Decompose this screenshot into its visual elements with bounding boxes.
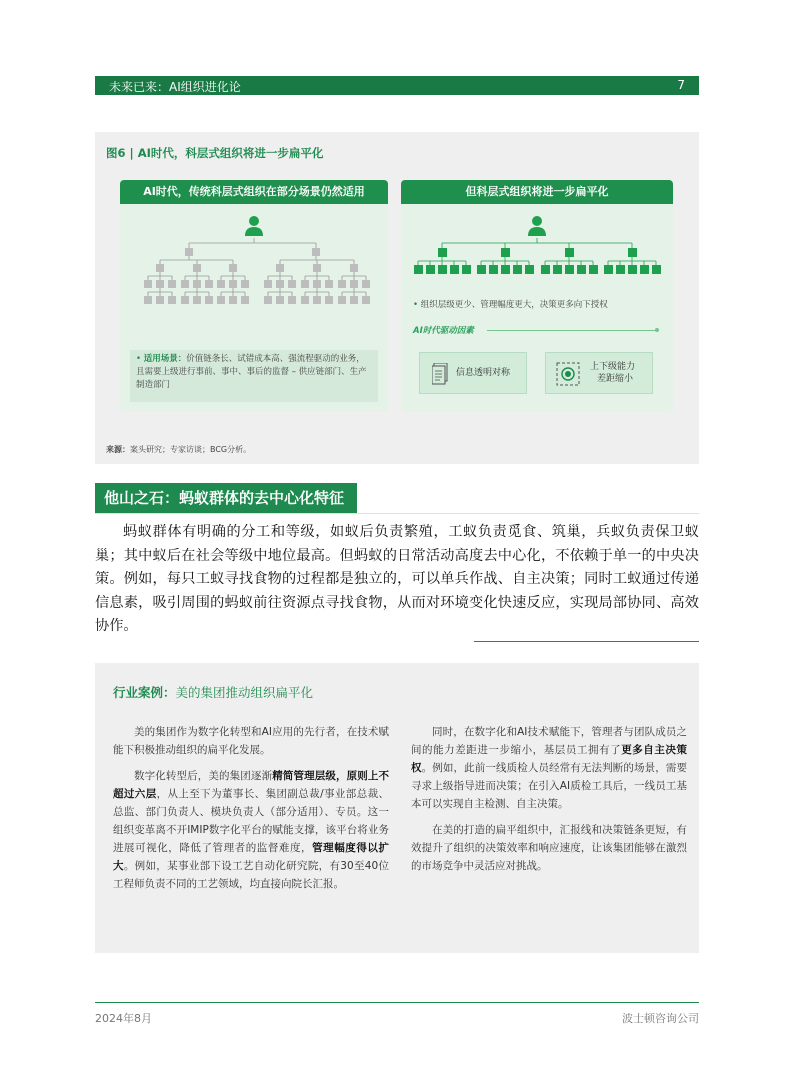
left-panel-heading: AI时代，传统科层式组织在部分场景仍然适用 <box>120 180 388 204</box>
flat-node-member <box>616 265 625 274</box>
driver-capability-gap <box>545 352 653 394</box>
driver-info-transparency <box>419 352 527 394</box>
org-node-level-3 <box>350 264 358 272</box>
flat-node-member <box>450 265 459 274</box>
org-node-level-4 <box>362 280 370 288</box>
driver-2-label-line2: 差距缩小 <box>597 374 634 384</box>
org-node-level-5 <box>217 296 225 304</box>
flat-node-member <box>438 265 447 274</box>
flat-node-manager <box>501 248 510 257</box>
page-number: 7 <box>677 78 685 92</box>
org-node-level-5 <box>168 296 176 304</box>
org-node-level-5 <box>181 296 189 304</box>
flat-bullet-text: 组织层级更少、管理幅度更大，决策更多向下授权 <box>420 300 608 310</box>
running-header <box>95 76 699 95</box>
header-title: 未来已来：AI组织进化论 <box>109 80 241 94</box>
org-node-level-4 <box>144 280 152 288</box>
flat-org-chart <box>401 208 673 298</box>
org-node-level-5 <box>229 296 237 304</box>
source-label: 来源： <box>106 445 130 454</box>
ant-colony-paragraph: 蚂蚁群体有明确的分工和等级，如蚁后负责繁殖，工蚁负责觅食、筑巢，兵蚁负责保卫蚁巢；其中蚁后在社会等级中地位最高。但蚂蚁的日常活动高度去中心化，不依赖于单一的中央决策。例如，每只工蚁寻找食物的过程都是独立的，可以单兵作战、自主决策；同时工蚁通过传递信息素，吸引周围的蚂蚁前往资源点寻找食物，从而对环境变化快速反应，实现局部协同、高效协作。 <box>95 524 699 635</box>
case-right-paragraph-2: 在美的打造的扁平组织中，汇报线和决策链条更短，有效提升了组织的决策效率和响应速度，让该集团能够在激烈的市场竞争中灵活应对挑战。 <box>411 824 687 872</box>
flat-node-manager <box>565 248 574 257</box>
section-divider <box>95 513 699 514</box>
org-node-level-4 <box>181 280 189 288</box>
chip-icon <box>556 362 580 386</box>
driver-1-label: 信息透明对称 <box>456 368 511 378</box>
flat-node-member <box>426 265 435 274</box>
org-node-level-4 <box>217 280 225 288</box>
org-node-level-4 <box>241 280 249 288</box>
case-title <box>113 683 313 701</box>
driver-divider-dot <box>655 328 659 332</box>
org-node-level-5 <box>276 296 284 304</box>
flat-node-member <box>604 265 613 274</box>
org-node-level-4 <box>264 280 272 288</box>
org-node-level-5 <box>362 296 370 304</box>
note-label: 适用场景： <box>143 354 187 364</box>
org-node-level-4 <box>350 280 358 288</box>
org-node-level-3 <box>156 264 164 272</box>
org-node-level-4 <box>325 280 333 288</box>
figure-box <box>95 132 699 464</box>
case-title-label: 行业案例： <box>113 685 176 700</box>
flat-node-member <box>462 265 471 274</box>
note-text: 价值链条长、试错成本高、强流程驱动的业务，且需要上级进行事前、事中、事后的监督 – 供应链部门、生产制造部门 <box>136 354 367 390</box>
flat-node-member <box>501 265 510 274</box>
flat-node-manager <box>628 248 637 257</box>
org-node-level-5 <box>350 296 358 304</box>
flat-node-member <box>414 265 423 274</box>
flat-node-member <box>565 265 574 274</box>
flat-node-member <box>553 265 562 274</box>
org-node-level-3 <box>313 264 321 272</box>
org-node-level-4 <box>205 280 213 288</box>
flat-node-member <box>541 265 550 274</box>
person-icon <box>528 216 546 236</box>
driver-2-label-line1: 上下级能力 <box>590 362 636 372</box>
org-node-level-4 <box>229 280 237 288</box>
section-title: 他山之石：蚂蚁群体的去中心化特征 <box>95 483 357 513</box>
org-node-level-5 <box>241 296 249 304</box>
flat-node-manager <box>438 248 447 257</box>
right-panel-heading: 但科层式组织将进一步扁平化 <box>401 180 673 204</box>
case-right-paragraph-1: 同时，在数字化和AI技术赋能下，管理者与团队成员之间的能力差距进一步缩小，基层员工拥有了更多自主决策权。例如，此前一线质检人员经常有无法判断的场景，需要寻求上级指导进而决策；在引入AI质检工具后，一线员工基本可以实现自主检测、自主决策。 <box>411 726 688 810</box>
org-node-level-3 <box>229 264 237 272</box>
org-node-level-5 <box>313 296 321 304</box>
flat-node-member <box>513 265 522 274</box>
traditional-hierarchy-panel <box>120 180 388 412</box>
flat-node-member <box>628 265 637 274</box>
flat-node-member <box>640 265 649 274</box>
flat-node-member <box>489 265 498 274</box>
org-node-level-5 <box>156 296 164 304</box>
driver-divider <box>487 330 657 331</box>
org-node-level-4 <box>301 280 309 288</box>
org-node-level-5 <box>264 296 272 304</box>
org-node-level-2 <box>185 248 193 256</box>
org-node-level-4 <box>338 280 346 288</box>
org-node-level-5 <box>193 296 201 304</box>
footer-date: 2024年8月 <box>95 1012 152 1025</box>
org-node-level-4 <box>156 280 164 288</box>
industry-case-box <box>95 663 699 953</box>
org-node-level-5 <box>301 296 309 304</box>
applicable-scenario-note: • 适用场景：价值链条长、试错成本高、强流程驱动的业务，且需要上级进行事前、事中、事后的监督 – 供应链部门、生产制造部门 <box>130 350 378 402</box>
org-node-level-4 <box>313 280 321 288</box>
case-left-paragraph-1: 美的集团作为数字化转型和AI应用的先行者，在技术赋能下积极推动组织的扁平化发展。 <box>113 726 389 756</box>
case-right-column <box>411 723 687 883</box>
footer-publisher: 波士顿咨询公司 <box>622 1012 699 1025</box>
flat-bullet: • 组织层级更少、管理幅度更大，决策更多向下授权 <box>413 300 608 310</box>
case-left-paragraph-2: 数字化转型后，美的集团逐渐精简管理层级，原则上不超过六层，从上至下为董事长、集团副总裁/事业部总裁、总监、部门负责人、模块负责人（部分适用）、专员。这一组织变革离不开IMIP数字化平台的赋能支撑，该平台将业务进展可视化，降低了管理者的监督难度，管理幅度得以扩大。例如，某事业部下设工艺自动化研究院，有30至40位工程师负责不同的工艺领域，均直接向院长汇报。 <box>113 770 390 890</box>
flat-node-member <box>577 265 586 274</box>
flat-node-member <box>477 265 486 274</box>
figure-source <box>106 444 251 455</box>
flat-node-member <box>589 265 598 274</box>
footer-divider <box>95 1002 699 1003</box>
driver-label: AI时代驱动因素 <box>413 326 474 336</box>
org-node-level-5 <box>338 296 346 304</box>
person-icon <box>245 216 263 236</box>
org-node-level-5 <box>144 296 152 304</box>
case-left-column <box>113 723 389 901</box>
org-node-level-3 <box>276 264 284 272</box>
flat-node-member <box>652 265 661 274</box>
flattened-org-panel <box>401 180 673 412</box>
org-node-level-4 <box>276 280 284 288</box>
org-node-level-4 <box>193 280 201 288</box>
case-title-text: 美的集团推动组织扁平化 <box>175 685 314 700</box>
document-icon <box>432 363 448 385</box>
org-node-level-2 <box>312 248 320 256</box>
org-node-level-5 <box>205 296 213 304</box>
org-node-level-3 <box>193 264 201 272</box>
paragraph-divider <box>474 641 699 642</box>
source-text: 案头研究；专家访谈；BCG分析。 <box>130 445 252 454</box>
org-node-level-5 <box>325 296 333 304</box>
org-node-level-4 <box>168 280 176 288</box>
flat-node-member <box>525 265 534 274</box>
figure-title: 图6 | AI时代，科层式组织将进一步扁平化 <box>106 146 324 160</box>
hierarchy-org-chart <box>120 208 388 358</box>
org-node-level-5 <box>288 296 296 304</box>
org-node-level-4 <box>288 280 296 288</box>
